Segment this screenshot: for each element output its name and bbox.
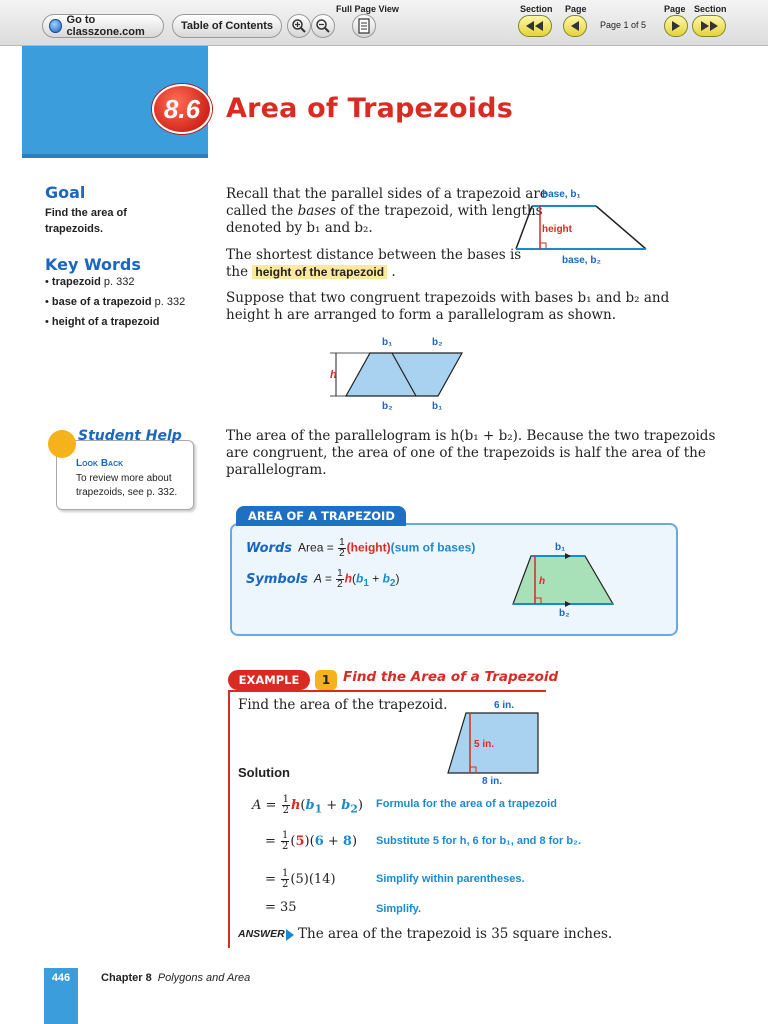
example-top-rule [228,690,546,692]
page-label-right: Page [664,4,686,14]
para2-line1: The shortest distance between the bases is [226,247,522,263]
solution-heading: Solution [238,765,290,780]
footer-chapter-number: Chapter 8 [101,972,152,984]
answer-arrow-icon [286,929,294,941]
left-arrow-icon [570,20,580,32]
area-h-label: h [539,576,546,587]
one-half-fraction: $\frac{1}{2}$ [282,868,289,890]
bottom-b2-label: b₂ [382,401,393,412]
highlighted-key-term: height of the trapezoid [252,265,387,279]
step-3-note: Simplify within parentheses. [376,873,525,885]
table-of-contents-button[interactable] [172,14,282,38]
answer-label: ANSWER [238,928,285,940]
para2-line2 [226,264,396,281]
full-page-view-label: Full Page View [336,4,399,14]
page-icon [357,18,371,34]
key-words-list [45,276,185,336]
base2-label: base, b₂ [562,255,601,266]
section-number-badge: 8.6 [152,84,212,134]
page-label-left: Page [565,4,587,14]
footer-page-number: 446 [51,972,71,984]
full-page-view-button[interactable] [352,14,376,38]
example-bottom-label: 8 in. [482,776,503,787]
words-sum-of-bases: (sum of bases) [390,540,476,555]
key-word-item: • base of a trapezoid p. 332 [45,296,186,308]
words-area: Area = [298,540,334,555]
step-2: = $\frac{1}{2}$ (5)(6 + 8) [265,830,358,852]
symbols-label: Symbols [246,571,308,587]
zoom-in-icon [291,18,307,34]
h-label: h [330,369,337,381]
key-words-heading: Key Words [45,255,141,274]
trapezoid-diagram [510,185,660,270]
goal-text: Find the area of trapezoids. [45,207,127,235]
words-height: (height) [346,540,391,555]
step-4: = 35 [265,900,297,915]
area-trapezoid-diagram [505,538,625,623]
key-word-page: p. 332 [103,276,135,288]
step-3-lhs: = [265,872,276,887]
para1-line3: denoted by b₁ and b₂. [226,220,373,236]
step-1: A = $\frac{1}{2}$ $h(b_1 + b_2)$ [252,794,363,816]
step-4-note: Simplify. [376,903,422,915]
one-half-fraction: $\frac{1}{2}$ [339,537,345,559]
text-run: the [226,264,253,280]
para1-line1: Recall that the parallel sides of a trapezoid are [226,186,548,202]
height-label: height [542,224,572,235]
para4-line3: parallelogram. [226,462,327,478]
footer-chapter [101,972,250,984]
para1-line2 [226,203,543,220]
key-word-term: base of a trapezoid [51,296,152,308]
key-word-term: trapezoid [51,276,101,288]
right-leg-line [596,206,646,249]
para3-line2: height h are arranged to form a parallelogram as shown. [226,307,616,323]
para3-line1: Suppose that two congruent trapezoids with bases b₁ and b₂ and [226,290,670,306]
key-word-page: p. 332 [154,296,186,308]
area-formula-tab: AREA OF A TRAPEZOID [236,506,406,526]
left-leg-line [516,206,532,249]
double-right-arrow-icon [699,20,719,32]
words-label: Words [246,540,293,556]
words-row [246,538,475,559]
bottom-b1-label: b₁ [432,401,443,412]
top-toolbar [0,0,768,46]
example-number: 1 [315,670,337,690]
section-label-left: Section [520,4,553,14]
text-run: . [387,264,396,280]
go-to-classzone-button[interactable] [42,14,164,38]
step-1-note: Formula for the area of a trapezoid [376,798,557,810]
classzone-label: Go to classzone.com [66,14,145,38]
previous-section-button[interactable] [518,15,552,37]
area-b2-label: b₂ [559,608,570,619]
student-help-heading: Student Help [78,428,182,444]
key-word-item: • trapezoid p. 332 [45,276,135,288]
goal-heading: Goal [45,183,86,202]
answer-text: The area of the trapezoid is 35 square inches. [298,926,613,942]
zoom-in-button[interactable] [287,14,311,38]
top-b1-label: b₁ [382,337,393,348]
one-half-fraction: $\frac{1}{2}$ [282,830,289,852]
symbols-a: A = [313,571,332,586]
student-help-text: To review more about trapezoids, see p. 332. [76,473,178,498]
para4-line1: The area of the parallelogram is h(b₁ + b₂). Because the two trapezoids [226,428,716,444]
look-back-subheading: Look Back [76,458,124,469]
example-top-label: 6 in. [494,700,515,711]
student-help-tab-icon [48,430,76,458]
page-title: Area of Trapezoids [226,93,513,124]
zoom-out-icon [315,18,331,34]
parallelogram-diagram [322,333,482,415]
one-half-fraction: $\frac{1}{2}$ [282,794,289,816]
example-pill: EXAMPLE [228,670,310,690]
green-trapezoid [513,556,613,604]
key-word-term: height of a trapezoid [51,316,160,328]
step-2-lhs: = [265,834,276,849]
one-half-fraction: $\frac{1}{2}$ [337,568,343,590]
right-arrow-icon [671,20,681,32]
section-label-right: Section [694,4,727,14]
next-page-button[interactable] [664,15,688,37]
para4-line2: are congruent, the area of one of the trapezoids is half the area of the [226,445,706,461]
area-b1-label: b₁ [555,542,566,553]
symbols-row: Symbols A = $\frac{1}{2}$ $h(b_1 + b_2)$ [246,568,400,590]
example-height-label: 5 in. [474,739,495,750]
top-b2-label: b₂ [432,337,443,348]
example-prompt: Find the area of the trapezoid. [238,697,448,713]
previous-page-button[interactable] [563,15,587,37]
globe-icon [49,19,62,33]
text-run: of the trapezoid, with lengths [336,203,543,219]
page-info: Page 1 of 5 [600,20,647,30]
example-left-rule [228,690,230,948]
step-2-note: Substitute 5 for h, 6 for b₁, and 8 for b₂. [376,835,581,847]
example-title: Find the Area of a Trapezoid [343,669,559,685]
example-trapezoid-diagram [440,697,550,787]
text-run: called the [226,203,298,219]
toc-label: Table of Contents [180,20,274,32]
bases-term: bases [297,203,337,219]
base1-label: base, b₁ [542,189,581,200]
next-section-button[interactable] [692,15,726,37]
key-word-item: • height of a trapezoid [45,316,160,328]
step-1-lhs: A = [252,798,277,813]
zoom-out-button[interactable] [311,14,335,38]
footer-chapter-title: Polygons and Area [157,972,251,984]
step-3: = $\frac{1}{2}$ (5)(14) [265,868,336,890]
double-left-arrow-icon [525,20,545,32]
